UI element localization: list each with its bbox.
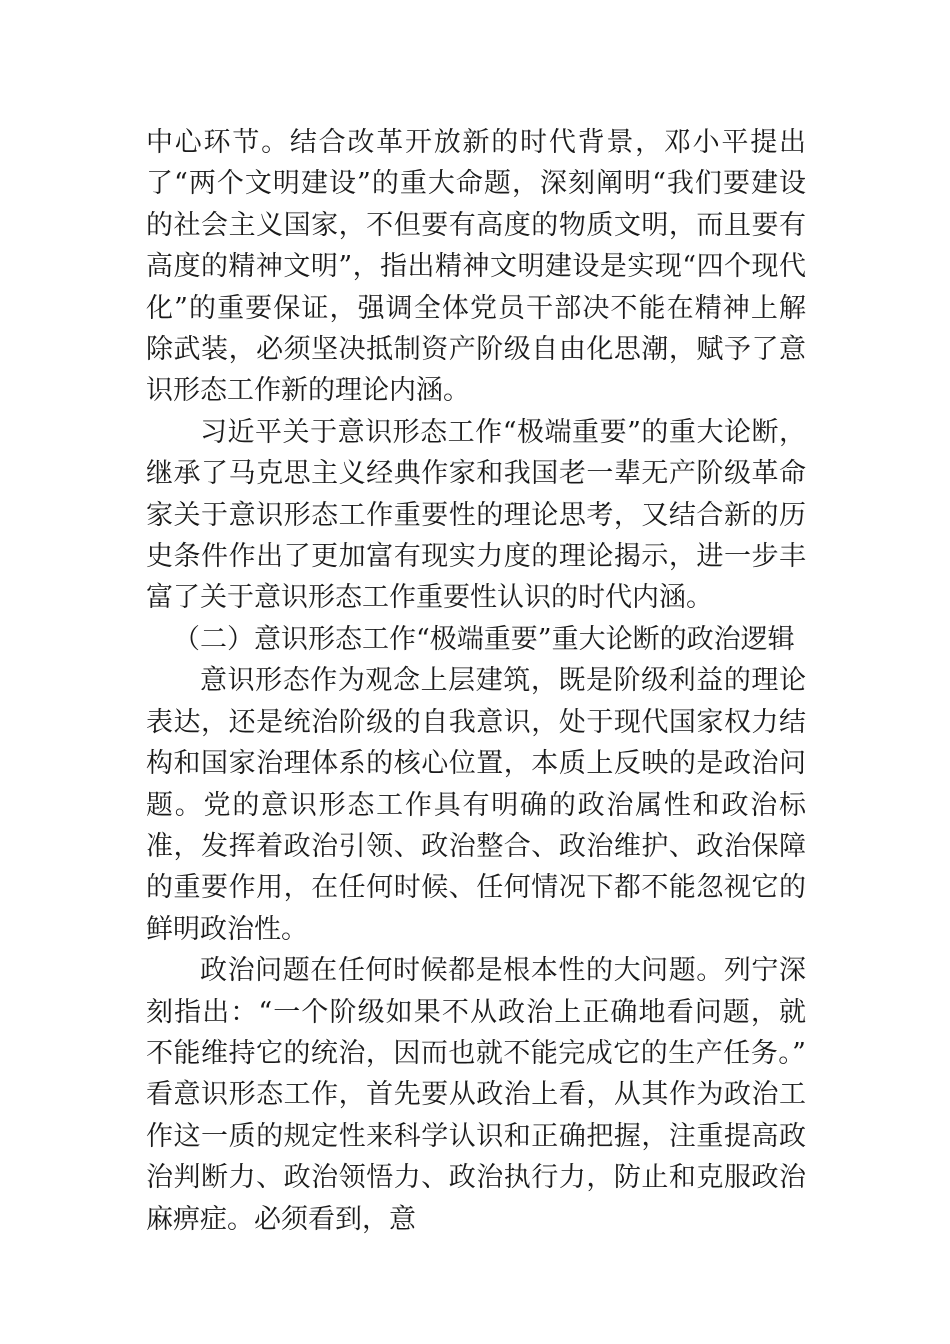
paragraph-ideology-superstructure: 意识形态作为观念上层建筑，既是阶级利益的理论表达，还是统治阶级的自我意识，处于现代国家权力结构和国家治理体系的核心位置，本质上反映的是政治问题。党的意识形态工作具有明确的政治属性和政治标准，发挥着政治引领、政治整合、政治维护、政治保障的重要作用，在任何时候、任何情况下都不能忽视它的鲜明政治性。 (146, 665, 806, 945)
paragraph-xi-jinping-thesis: 习近平关于意识形态工作“极端重要”的重大论断，继承了马克思主义经典作家和我国老一辈无产阶级革命家关于意识形态工作重要性的理论思考，又结合新的历史条件作出了更加富有现实力度的理论揭示，进一步丰富了关于意识形态工作重要性认识的时代内涵。 (146, 416, 806, 614)
document-body (146, 122, 806, 1240)
section-heading: （二）意识形态工作“极端重要”重大论断的政治逻辑 (173, 623, 795, 655)
paragraph-political-question: 政治问题在任何时候都是根本性的大问题。列宁深刻指出：“一个阶级如果不从政治上正确地看问题，就不能维持它的统治，因而也就不能完成它的生产任务。” 看意识形态工作，首先要从政治上看，从其作为政治工作这一质的规定性来科学认识和正确把握，注重提高政治判断力、政治领悟力、政治执行力，防止和克服政治麻痹症。必须看到，意 (146, 955, 806, 1235)
paragraph-continuation: 中心环节。结合改革开放新的时代背景，邓小平提出了“两个文明建设”的重大命题，深刻阐明“我们要建设的社会主义国家，不但要有高度的物质文明，而且要有高度的精神文明”，指出精神文明建设是实现“四个现代化”的重要保证，强调全体党员干部决不能在精神上解除武装，必须坚决抵制资产阶级自由化思潮，赋予了意识形态工作新的理论内涵。 (146, 127, 806, 407)
